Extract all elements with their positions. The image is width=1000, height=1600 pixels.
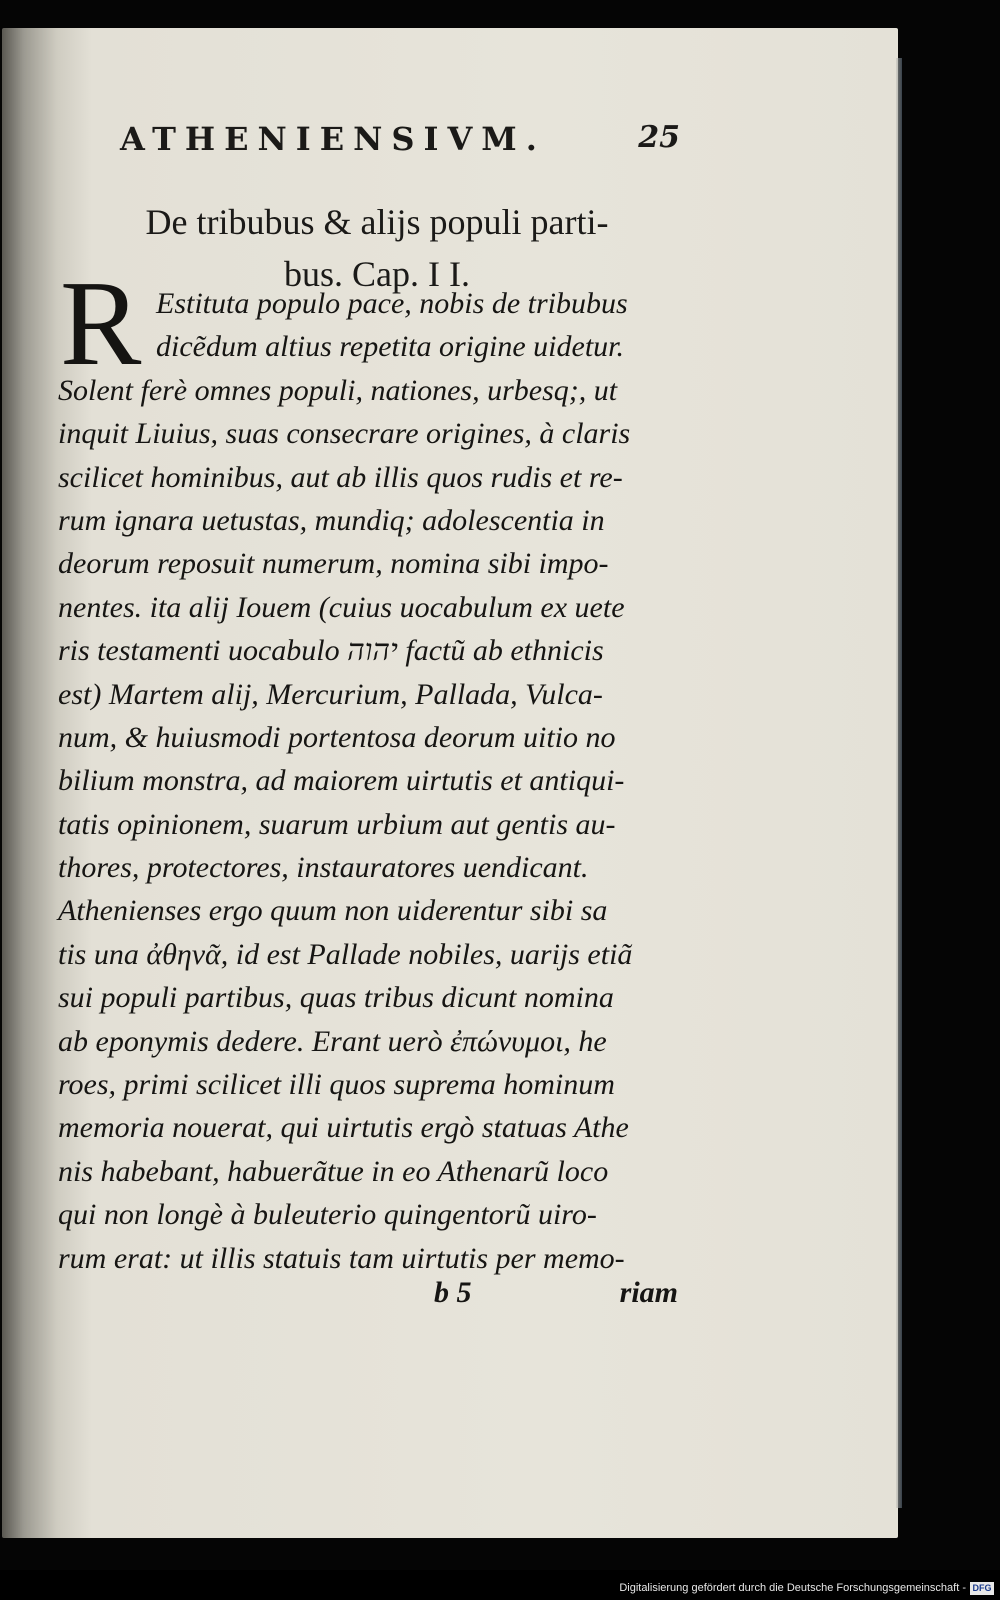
text-line: scilicet hominibus, aut ab illis quos rudis et re- <box>58 460 623 494</box>
page-header <box>120 120 680 160</box>
catchword: riam <box>619 1276 678 1309</box>
text-line: Solent ferè omnes populi, nationes, urbesq;, ut <box>58 373 618 407</box>
text-line: sui populi partibus, quas tribus dicunt nomina <box>58 981 614 1015</box>
text-line: qui non longè à buleuterio quingentorũ uiro- <box>58 1198 597 1232</box>
book-page <box>2 28 898 1538</box>
text-line: rum erat: ut illis statuis tam uirtutis per memo- <box>58 1241 625 1275</box>
catchline <box>58 1276 678 1320</box>
text-line: nis habebant, habuerãtue in eo Athenarũ loco <box>58 1154 609 1188</box>
text-line: ab eponymis dedere. Erant uerò ἐπώνυμοι, he <box>58 1024 607 1058</box>
text-line: inquit Liuius, suas consecrare origines, à claris <box>58 417 631 451</box>
text-line: est) Martem alij, Mercurium, Pallada, Vulca- <box>58 677 603 711</box>
running-head: ATHENIENSIVM. <box>120 120 546 158</box>
dfg-logo: DFG <box>970 1582 994 1595</box>
drop-cap: R <box>60 256 142 391</box>
text-line: deorum reposuit numerum, nomina sibi impo- <box>58 547 609 581</box>
chapter-title-line-2: bus. Cap. I I. <box>284 254 470 294</box>
text-line: bilium monstra, ad maiorem uirtutis et antiqui- <box>58 764 625 798</box>
text-line: ris testamenti uocabulo יהוה factũ ab ethnicis <box>58 634 604 668</box>
text-line: dicẽdum altius repetita origine uidetur. <box>156 330 625 364</box>
text-line: nentes. ita alij Iouem (cuius uocabulum ex uete <box>58 590 625 624</box>
text-line: Athenienses ergo quum non uiderentur sibi sa <box>58 894 608 928</box>
text-line: thores, protectores, instauratores uendicant. <box>58 851 589 885</box>
page-number: 25 <box>638 120 680 155</box>
text-line: tatis opinionem, suarum urbium aut gentis au- <box>58 807 616 841</box>
signature-mark: b 5 <box>434 1276 472 1309</box>
text-line: roes, primi scilicet illi quos suprema hominum <box>58 1068 615 1102</box>
page-edge <box>896 58 902 1508</box>
text-line: Estituta populo pace, nobis de tribubus <box>156 287 628 320</box>
footer-bar <box>0 1570 1000 1600</box>
digitization-credit: Digitalisierung gefördert durch die Deutsche Forschungsgemeinschaft - <box>619 1582 966 1594</box>
text-line: tis una ἀθηνᾶ, id est Pallade nobiles, uarijs etiã <box>58 937 633 971</box>
text-line: num, & huiusmodi portentosa deorum uitio no <box>58 720 616 754</box>
chapter-title-line-1: De tribubus & alijs populi parti- <box>145 202 609 242</box>
text-line: memoria nouerat, qui uirtutis ergò statuas Athe <box>58 1111 629 1145</box>
body-text <box>58 282 678 1280</box>
text-line: rum ignara uetustas, mundiq; adolescentia in <box>58 503 605 537</box>
